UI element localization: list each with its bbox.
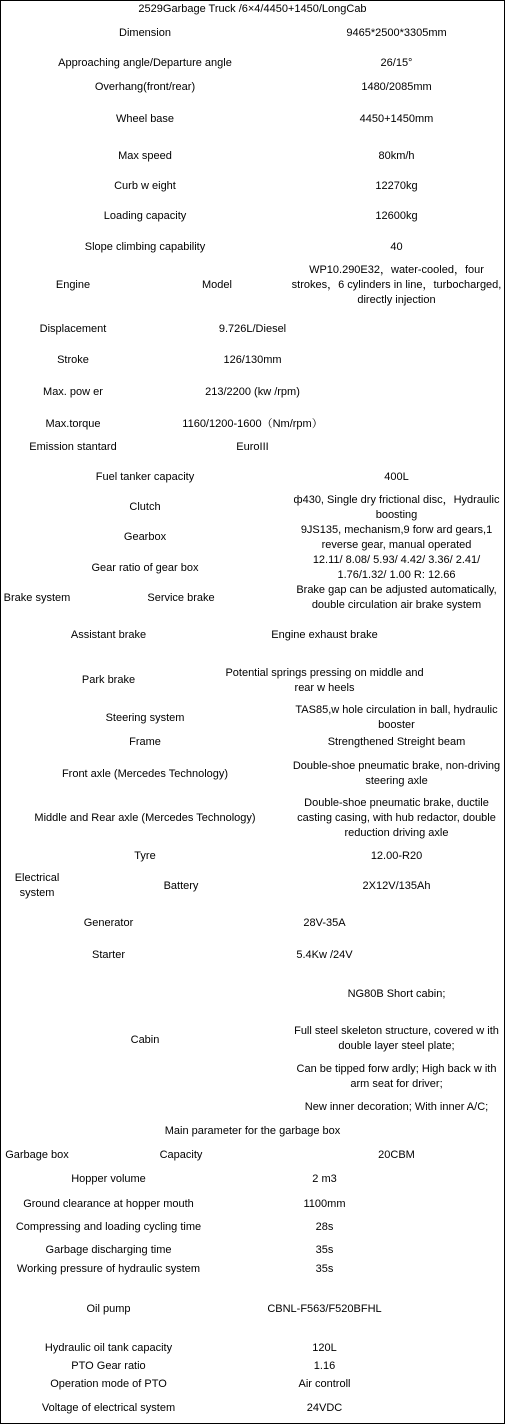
clearance-value: 1100mm — [216, 1194, 434, 1215]
generator-label: Generator — [0, 901, 217, 947]
cabin-value-3: Can be tipped forw ardly; High back w ith arm seat for driver; — [289, 1054, 505, 1100]
wheelbase-value: 4450+1450mm — [289, 97, 505, 143]
empty-cell — [360, 370, 434, 416]
cycling-value: 28s — [216, 1214, 434, 1242]
loading-value: 12600kg — [289, 201, 505, 233]
gearbox-label: Gearbox — [0, 522, 290, 554]
starter-label: Starter — [0, 946, 217, 965]
empty-cell — [433, 1375, 505, 1395]
frame-value: Strengthened Streight beam — [289, 733, 505, 753]
maxtorque-value: 1160/1200-1600（Nm/rpm） — [145, 415, 361, 434]
pto-mode-label: Operation mode of PTO — [0, 1375, 217, 1395]
empty-cell — [433, 1214, 505, 1242]
capacity-value: 20CBM — [289, 1146, 505, 1166]
tyre-value: 12.00-R20 — [289, 841, 505, 872]
displacement-value: 9.726L/Diesel — [145, 308, 361, 352]
garbage-box-label: Garbage box — [0, 1146, 74, 1166]
maxspeed-label: Max speed — [0, 142, 290, 172]
steering-value: TAS85,w hole circulation in ball, hydraulic booster — [289, 703, 505, 734]
angle-value: 26/15° — [289, 49, 505, 79]
emission-value: EuroIII — [145, 433, 361, 463]
capacity-label: Capacity — [73, 1146, 290, 1166]
starter-value: 5.4Kw /24V — [216, 946, 434, 965]
empty-cell — [433, 415, 505, 434]
garbage-section-header: Main parameter for the garbage box — [0, 1116, 505, 1147]
oil-tank-value: 120L — [216, 1339, 434, 1358]
displacement-label: Displacement — [0, 308, 146, 352]
rear-axle-value: Double-shoe pneumatic brake, ductile casting casing, with hub redactor, double reduction driving axle — [289, 796, 505, 842]
empty-cell — [360, 433, 434, 463]
maxtorque-label: Max.torque — [0, 415, 146, 434]
empty-cell — [433, 658, 505, 704]
voltage-value: 24VDC — [216, 1394, 434, 1424]
pressure-label: Working pressure of hydraulic system — [0, 1260, 217, 1280]
wheelbase-label: Wheel base — [0, 97, 290, 143]
slope-value: 40 — [289, 232, 505, 263]
empty-cell — [433, 1394, 505, 1424]
gearratio-label: Gear ratio of gear box — [0, 553, 290, 584]
engine-label: Engine — [0, 262, 146, 309]
empty-cell — [433, 1194, 505, 1215]
rear-axle-label: Middle and Rear axle (Mercedes Technology) — [0, 796, 290, 842]
clutch-value: ф430, Single dry frictional disc，Hydraulic boosting — [289, 493, 505, 523]
oil-pump-value: CBNL-F563/F520BFHL — [216, 1279, 434, 1340]
front-axle-label: Front axle (Mercedes Technology) — [0, 752, 290, 797]
assistant-brake-label: Assistant brake — [0, 613, 217, 659]
cabin-value-4: New inner decoration; With inner A/C; — [289, 1099, 505, 1117]
gearbox-value: 9JS135, mechanism,9 forw ard gears,1 reverse gear, manual operated — [289, 522, 505, 554]
dimension-value: 9465*2500*3305mm — [289, 18, 505, 50]
cycling-label: Compressing and loading cycling time — [0, 1214, 217, 1242]
hopper-label: Hopper volume — [0, 1165, 217, 1195]
clutch-label: Clutch — [0, 493, 290, 523]
overhang-label: Overhang(front/rear) — [0, 78, 290, 98]
empty-cell — [433, 351, 505, 371]
pto-mode-value: Air controll — [216, 1375, 434, 1395]
cabin-value-1: NG80B Short cabin; — [289, 964, 505, 1025]
clearance-label: Ground clearance at hopper mouth — [0, 1194, 217, 1215]
hopper-value: 2 m3 — [216, 1165, 434, 1195]
stroke-label: Stroke — [0, 351, 146, 371]
empty-cell — [433, 901, 505, 947]
frame-label: Frame — [0, 733, 290, 753]
empty-cell — [360, 415, 434, 434]
empty-cell — [433, 1260, 505, 1280]
emission-label: Emission stantard — [0, 433, 146, 463]
electrical-label: Electrical system — [0, 871, 74, 902]
generator-value: 28V-35A — [216, 901, 434, 947]
empty-cell — [433, 1339, 505, 1358]
stroke-value: 126/130mm — [145, 351, 361, 371]
service-brake-value: Brake gap can be adjusted automatically, double circulation air brake system — [289, 583, 505, 614]
park-brake-value: Potential springs pressing on middle and rear w heels — [216, 658, 434, 704]
discharging-value: 35s — [216, 1241, 434, 1261]
pto-ratio-value: 1.16 — [216, 1357, 434, 1376]
battery-value: 2X12V/135Ah — [289, 871, 505, 902]
cabin-label: Cabin — [0, 964, 290, 1117]
empty-cell — [360, 351, 434, 371]
empty-cell — [433, 1165, 505, 1195]
empty-cell — [433, 946, 505, 965]
steering-label: Steering system — [0, 703, 290, 734]
pressure-value: 35s — [216, 1260, 434, 1280]
maxpower-value: 213/2200 (kw /rpm) — [145, 370, 361, 416]
maxspeed-value: 80km/h — [289, 142, 505, 172]
battery-label: Battery — [73, 871, 290, 902]
empty-cell — [433, 1357, 505, 1376]
empty-cell — [433, 370, 505, 416]
empty-cell — [433, 613, 505, 659]
curb-label: Curb w eight — [0, 171, 290, 202]
empty-cell — [433, 1279, 505, 1340]
oil-pump-label: Oil pump — [0, 1279, 217, 1340]
empty-cell — [433, 433, 505, 463]
dimension-label: Dimension — [0, 18, 290, 50]
tyre-label: Tyre — [0, 841, 290, 872]
engine-model-value: WP10.290E32，water-cooled，four strokes，6 cylinders in line，turbocharged, directly injection — [289, 262, 505, 309]
pto-ratio-label: PTO Gear ratio — [0, 1357, 217, 1376]
maxpower-label: Max. pow er — [0, 370, 146, 416]
fuel-value: 400L — [289, 462, 505, 494]
curb-value: 12270kg — [289, 171, 505, 202]
table-title: 2529Garbage Truck /6×4/4450+1450/LongCab — [0, 0, 505, 19]
brake-label: Brake system — [0, 583, 74, 614]
assistant-brake-value: Engine exhaust brake — [216, 613, 434, 659]
overhang-value: 1480/2085mm — [289, 78, 505, 98]
service-brake-label: Service brake — [73, 583, 290, 614]
engine-model-label: Model — [145, 262, 290, 309]
cabin-value-2: Full steel skeleton structure, covered w ith double layer steel plate; — [289, 1024, 505, 1055]
loading-label: Loading capacity — [0, 201, 290, 233]
voltage-label: Voltage of electrical system — [0, 1394, 217, 1424]
park-brake-label: Park brake — [0, 658, 217, 704]
gearratio-value: 12.11/ 8.08/ 5.93/ 4.42/ 3.36/ 2.41/ 1.76/1.32/ 1.00 R: 12.66 — [289, 553, 505, 584]
empty-cell — [360, 308, 434, 352]
fuel-label: Fuel tanker capacity — [0, 462, 290, 494]
angle-label: Approaching angle/Departure angle — [0, 49, 290, 79]
empty-cell — [433, 1241, 505, 1261]
oil-tank-label: Hydraulic oil tank capacity — [0, 1339, 217, 1358]
empty-cell — [433, 308, 505, 352]
discharging-label: Garbage discharging time — [0, 1241, 217, 1261]
front-axle-value: Double-shoe pneumatic brake, non-driving steering axle — [289, 752, 505, 797]
slope-label: Slope climbing capability — [0, 232, 290, 263]
